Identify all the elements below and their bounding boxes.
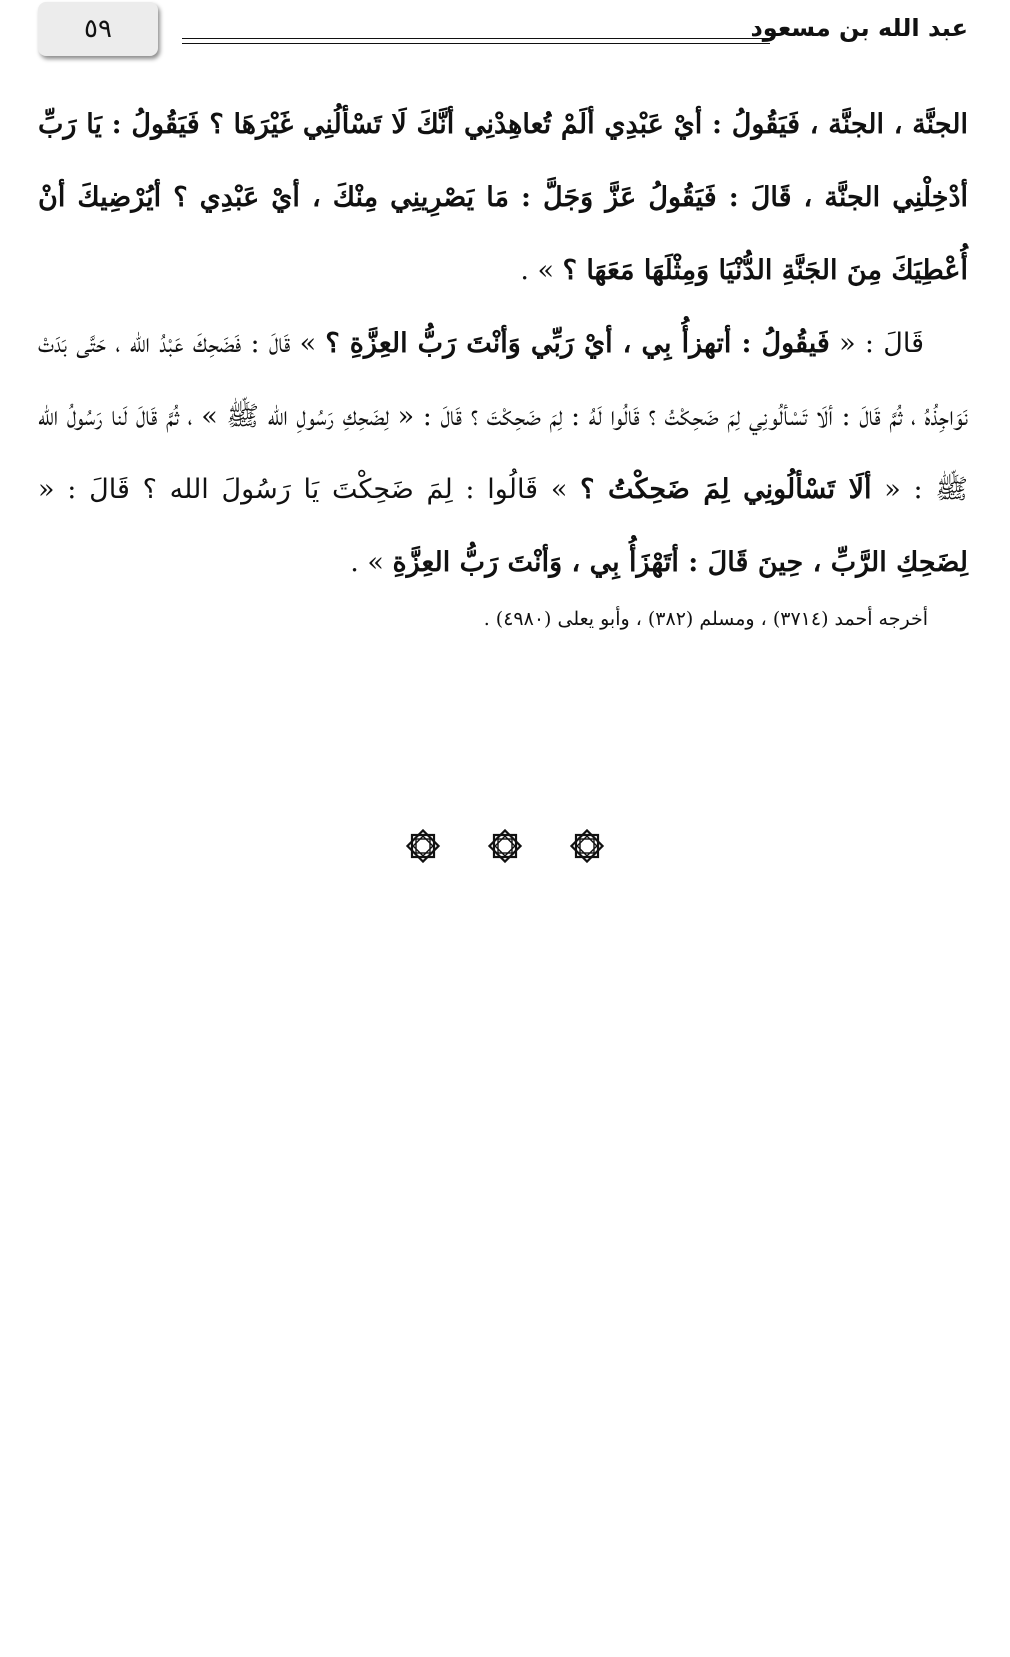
narration-text: » . xyxy=(350,547,393,578)
header-rule xyxy=(182,38,770,44)
narration-text: » قَالُوا : لِمَ ضَحِكْتَ يَا رَسُولَ الله ؟ قَالَ : « xyxy=(38,474,581,505)
star-ornament-icon xyxy=(403,826,443,866)
paragraph-1-end: » . xyxy=(520,255,563,286)
star-ornament-icon xyxy=(485,826,525,866)
section-ornaments xyxy=(0,826,1010,866)
hadith-quote: الجنَّة ، الجنَّة ، فَيَقُولُ : أيْ عَبْدِي ألَمْ تُعاهِدْنِي أنَّكَ لَا تَسْألُنِي غَيْرَهَا ؟ فَيَقُولُ : يَا رَبِّ أدْخِلْنِي الجنَّة ، قَالَ : فَيَقُولُ عَزَّ وَجَلَّ : مَا يَصْرِينِي مِنْكَ ، أيْ عَبْدِي ؟ أيُرْضِيكَ أنْ أُعْطِيَكَ مِنَ الجَنَّةِ الدُّنْيَا وَمِثْلَهَا مَعَهَا ؟ xyxy=(38,109,968,286)
hadith-quote: ألَا تَسْألُونِي لِمَ ضَحِكْتُ ؟ xyxy=(580,474,872,505)
narration-text: قَالَ : « xyxy=(829,328,924,359)
hadith-quote: لِضَحِكِ الرَّبِّ ، حِينَ قَالَ : أتَهْزَأُ بِي ، وَأنْتَ رَبُّ العِزَّةِ xyxy=(392,547,968,578)
footnote: أخرجه أحمد (٣٧١٤) ، ومسلم (٣٨٢) ، وأبو يعلى (٤٩٨٠) . xyxy=(483,608,928,630)
paragraph-1 xyxy=(38,88,968,307)
page-body xyxy=(38,88,968,639)
narration-text: » قَالَ : فَضَحِكَ عَبْدُ الله ، حَتَّى بَدَتْ نَوَاجِذُهُ ، ثُمَّ قَالَ : ألَا تَسْألُونِي لِمَ ضَحِكْتُ ؟ قَالُوا لَهُ : لِمَ ضَحِكْتَ ؟ قَالَ : « لِضَحِكِ رَسُولِ الله ﷺ » ، ثُمَّ قَالَ لَنا رَسُولُ الله ﷺ : « xyxy=(38,328,969,505)
running-title: عبد الله بن مسعود xyxy=(750,14,968,42)
star-ornament-icon xyxy=(567,826,607,866)
page-number: ٥٩ xyxy=(38,2,158,56)
page-header xyxy=(0,0,1010,70)
hadith-quote: فَيقُولُ : أتهزأُ بِي ، أيْ رَبِّي وَأنْتَ رَبُّ العِزَّةِ ؟ xyxy=(325,328,830,359)
paragraph-2 xyxy=(38,307,968,599)
